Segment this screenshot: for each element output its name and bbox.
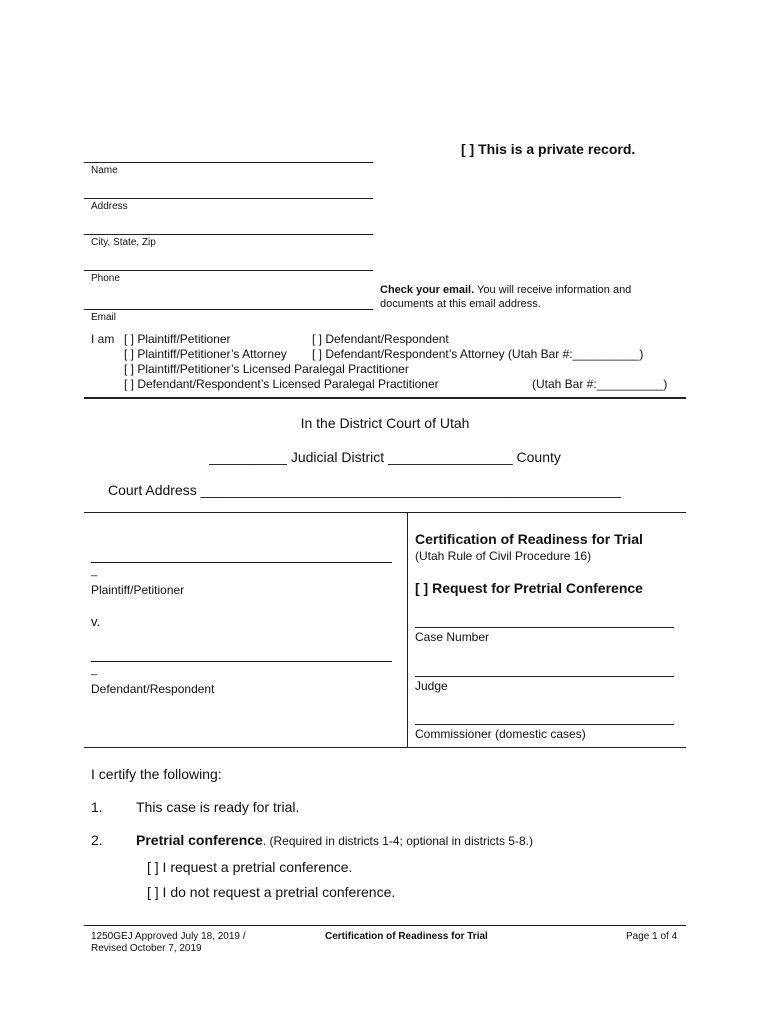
versus-label: v. [91, 614, 101, 629]
court-title: In the District Court of Utah [300, 415, 470, 431]
item1-text: This case is ready for trial. [136, 799, 300, 815]
role-defendant-lpp-checkbox[interactable]: [ ] Defendant/Respondent’s Licensed Paralegal Practitioner [124, 377, 439, 391]
caption-top-border [84, 512, 686, 513]
caption-bottom-border [84, 747, 686, 748]
footer-form-revised: Revised October 7, 2019 [91, 943, 202, 954]
plaintiff-label: Plaintiff/Petitioner [91, 583, 185, 597]
name-label: Name [91, 165, 118, 176]
city-state-zip-label: City, State, Zip [91, 237, 156, 248]
item2-number: 2. [91, 832, 103, 848]
address-field-line[interactable] [84, 198, 373, 199]
email-note-line1: Check your email. You will receive information and [380, 284, 632, 296]
name-field-line[interactable] [84, 162, 373, 163]
document-title: Certification of Readiness for Trial [415, 531, 643, 547]
footer-document-title: Certification of Readiness for Trial [325, 931, 488, 942]
request-conference-checkbox[interactable]: [ ] I request a pretrial conference. [147, 859, 353, 875]
commissioner-label: Commissioner (domestic cases) [415, 727, 586, 741]
certify-heading: I certify the following: [91, 766, 222, 782]
defendant-name-line[interactable] [91, 661, 392, 662]
private-record-checkbox[interactable]: [ ] This is a private record. [461, 141, 636, 157]
judge-field-line[interactable] [415, 676, 674, 677]
plaintiff-underscore: _ [91, 565, 98, 577]
role-defendant-attorney-checkbox[interactable]: [ ] Defendant/Respondent’s Attorney (Utah Bar #:__________) [312, 347, 644, 361]
plaintiff-name-line[interactable] [91, 562, 392, 563]
item1-number: 1. [91, 799, 103, 815]
footer-divider [84, 925, 686, 926]
email-note-line2: documents at this email address. [380, 298, 541, 310]
defendant-underscore: _ [91, 664, 98, 676]
role-plaintiff-attorney-checkbox[interactable]: [ ] Plaintiff/Petitioner’s Attorney [124, 347, 287, 361]
role-plaintiff-checkbox[interactable]: [ ] Plaintiff/Petitioner [124, 332, 231, 346]
judge-label: Judge [415, 679, 448, 693]
defendant-label: Defendant/Respondent [91, 682, 215, 696]
phone-label: Phone [91, 273, 120, 284]
city-state-zip-field-line[interactable] [84, 234, 373, 235]
request-pretrial-checkbox[interactable]: [ ] Request for Pretrial Conference [415, 580, 643, 596]
i-am-label: I am [91, 332, 115, 346]
section-divider [84, 397, 686, 399]
role-defendant-checkbox[interactable]: [ ] Defendant/Respondent [312, 332, 449, 346]
role-plaintiff-lpp-checkbox[interactable]: [ ] Plaintiff/Petitioner’s Licensed Paralegal Practitioner [124, 362, 409, 376]
footer-form-approved: 1250GEJ Approved July 18, 2019 / [91, 931, 246, 942]
footer-page-number: Page 1 of 4 [626, 931, 678, 942]
utah-bar-number-field[interactable]: (Utah Bar #:__________) [532, 377, 668, 391]
case-number-label: Case Number [415, 630, 490, 644]
email-label: Email [91, 312, 117, 323]
document-subtitle: (Utah Rule of Civil Procedure 16) [415, 549, 592, 563]
item2-text: Pretrial conference. (Required in districts 1-4; optional in districts 5-8.) [136, 832, 533, 848]
phone-field-line[interactable] [84, 270, 373, 271]
judicial-district-line[interactable]: __________ Judicial District ________________ County [209, 449, 561, 465]
no-request-conference-checkbox[interactable]: [ ] I do not request a pretrial conference. [147, 884, 396, 900]
email-field-line[interactable] [84, 309, 373, 310]
commissioner-field-line[interactable] [415, 724, 674, 725]
case-number-field-line[interactable] [415, 627, 674, 628]
address-label: Address [91, 201, 128, 212]
caption-vertical-divider [407, 512, 408, 747]
court-address-line[interactable]: Court Address ______________________________________________________ [108, 482, 622, 498]
